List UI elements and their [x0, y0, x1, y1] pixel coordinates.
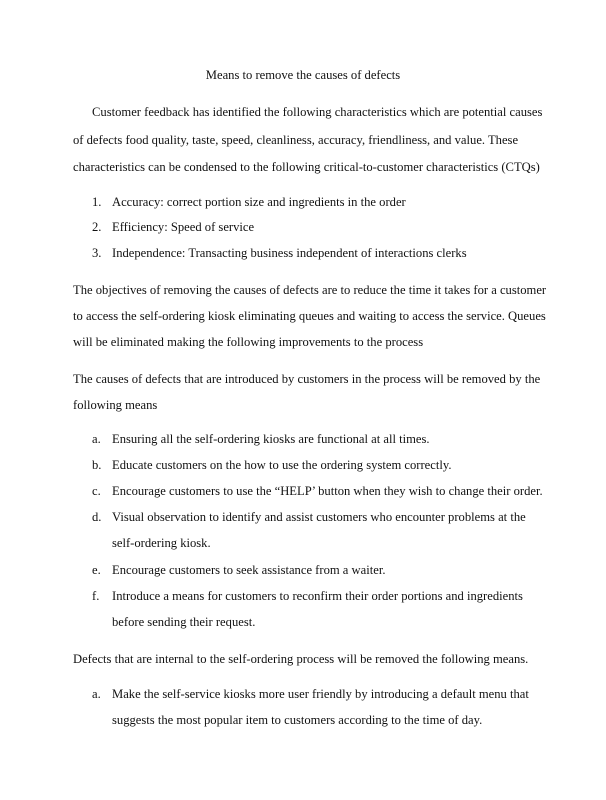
- customer-causes-line-1: The causes of defects that are introduced by customers in the process will be removed by the: [73, 372, 541, 386]
- customer-causes-line-2: following means: [73, 398, 158, 412]
- objectives-line-1: The objectives of removing the causes of defects are to reduce the time it takes for a customer: [73, 283, 547, 297]
- page-title: Means to remove the causes of defects: [205, 68, 401, 82]
- ctq-marker-2: 2.: [92, 220, 102, 234]
- customer-means-item-f-line-1: Introduce a means for customers to reconfirm their order portions and ingredients: [112, 589, 523, 603]
- customer-means-item-c: Encourage customers to use the “HELP’ button when they wish to change their order.: [112, 484, 543, 498]
- customer-means-item-f-line-2: before sending their request.: [112, 615, 256, 629]
- internal-means-item-a-line-1: Make the self-service kiosks more user friendly by introducing a default menu that: [112, 687, 529, 701]
- customer-means-marker-c: c.: [92, 484, 101, 498]
- customer-means-item-d-line-1: Visual observation to identify and assist customers who encounter problems at the: [112, 510, 526, 524]
- objectives-line-2: to access the self-ordering kiosk eliminating queues and waiting to access the service. Queues: [73, 309, 546, 323]
- ctq-marker-3: 3.: [92, 246, 102, 260]
- ctq-item-2: Efficiency: Speed of service: [112, 220, 255, 234]
- customer-means-marker-a: a.: [92, 432, 101, 446]
- ctq-item-1: Accuracy: correct portion size and ingredients in the order: [112, 195, 406, 209]
- intro-line-2: of defects food quality, taste, speed, cleanliness, accuracy, friendliness, and value. These: [73, 133, 519, 147]
- ctq-marker-1: 1.: [92, 195, 102, 209]
- objectives-line-3: will be eliminated making the following improvements to the process: [73, 335, 424, 349]
- customer-means-item-b: Educate customers on the how to use the ordering system correctly.: [112, 458, 452, 472]
- customer-means-item-d-line-2: self-ordering kiosk.: [112, 536, 211, 550]
- internal-causes-line: Defects that are internal to the self-ordering process will be removed the following means.: [73, 652, 529, 666]
- customer-means-marker-b: b.: [92, 458, 102, 472]
- internal-means-item-a-line-2: suggests the most popular item to customers according to the time of day.: [112, 713, 483, 727]
- customer-means-marker-f: f.: [92, 589, 100, 603]
- intro-line-3: characteristics can be condensed to the following critical-to-customer characteristics (CTQs): [73, 160, 540, 174]
- customer-means-marker-d: d.: [92, 510, 102, 524]
- intro-line-1: Customer feedback has identified the following characteristics which are potential causes: [92, 105, 543, 119]
- customer-means-item-e: Encourage customers to seek assistance from a waiter.: [112, 563, 386, 577]
- internal-means-marker-a: a.: [92, 687, 101, 701]
- customer-means-item-a: Ensuring all the self-ordering kiosks are functional at all times.: [112, 432, 430, 446]
- customer-means-marker-e: e.: [92, 563, 101, 577]
- ctq-item-3: Independence: Transacting business independent of interactions clerks: [112, 246, 467, 260]
